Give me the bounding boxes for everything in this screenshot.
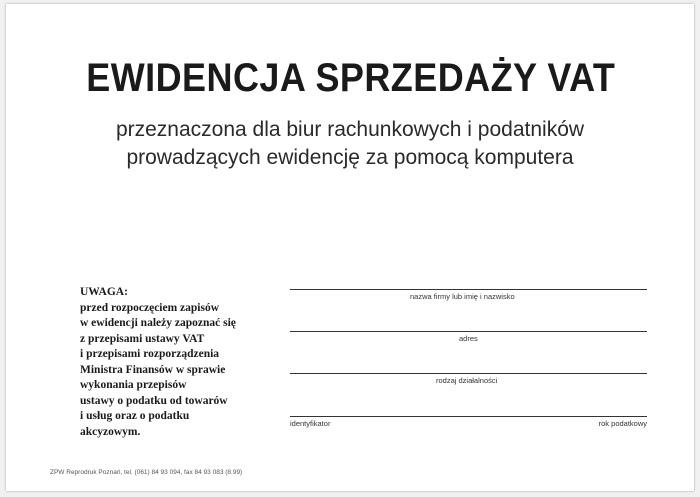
note-line: przed rozpoczęciem zapisów [80,301,220,314]
address-label: adres [459,334,478,343]
identifier-label: identyfikator [290,419,331,428]
company-name-field[interactable] [290,289,647,290]
note-line: UWAGA: [80,286,128,298]
company-name-label: nazwa firmy lub imię i nazwisko [410,292,515,301]
note-line: wykonania przepisów [80,379,187,391]
note-line: akcyzowym. [80,425,141,438]
warning-note [80,285,280,440]
identifier-tax-year-field[interactable] [290,416,647,417]
activity-type-label: rodzaj działalności [436,376,498,385]
publisher-footer: ZPW Reprodruk Poznań, tel. (061) 84 93 094, fax 84 93 083 (8.99) [50,469,243,476]
note-line: w ewidencji należy zapoznać się [80,317,236,329]
subtitle-line-1: przeznaczona dla biur rachunkowych i podatników [115,118,585,141]
note-line: z przepisami ustawy VAT [80,332,205,345]
activity-type-field[interactable] [290,373,647,374]
form-title: EWIDENCJA SPRZEDAŻY VAT [86,56,616,100]
tax-year-label: rok podatkowy [598,419,647,428]
subtitle-line-2: prowadzących ewidencję za pomocą komputera [126,146,574,169]
note-line: Ministra Finansów w sprawie [80,363,226,376]
address-field[interactable] [290,331,647,332]
note-line: i przepisami rozporządzenia [80,348,220,360]
note-line: ustawy o podatku od towarów [80,394,228,407]
note-line: i usług oraz o podatku [80,410,190,422]
